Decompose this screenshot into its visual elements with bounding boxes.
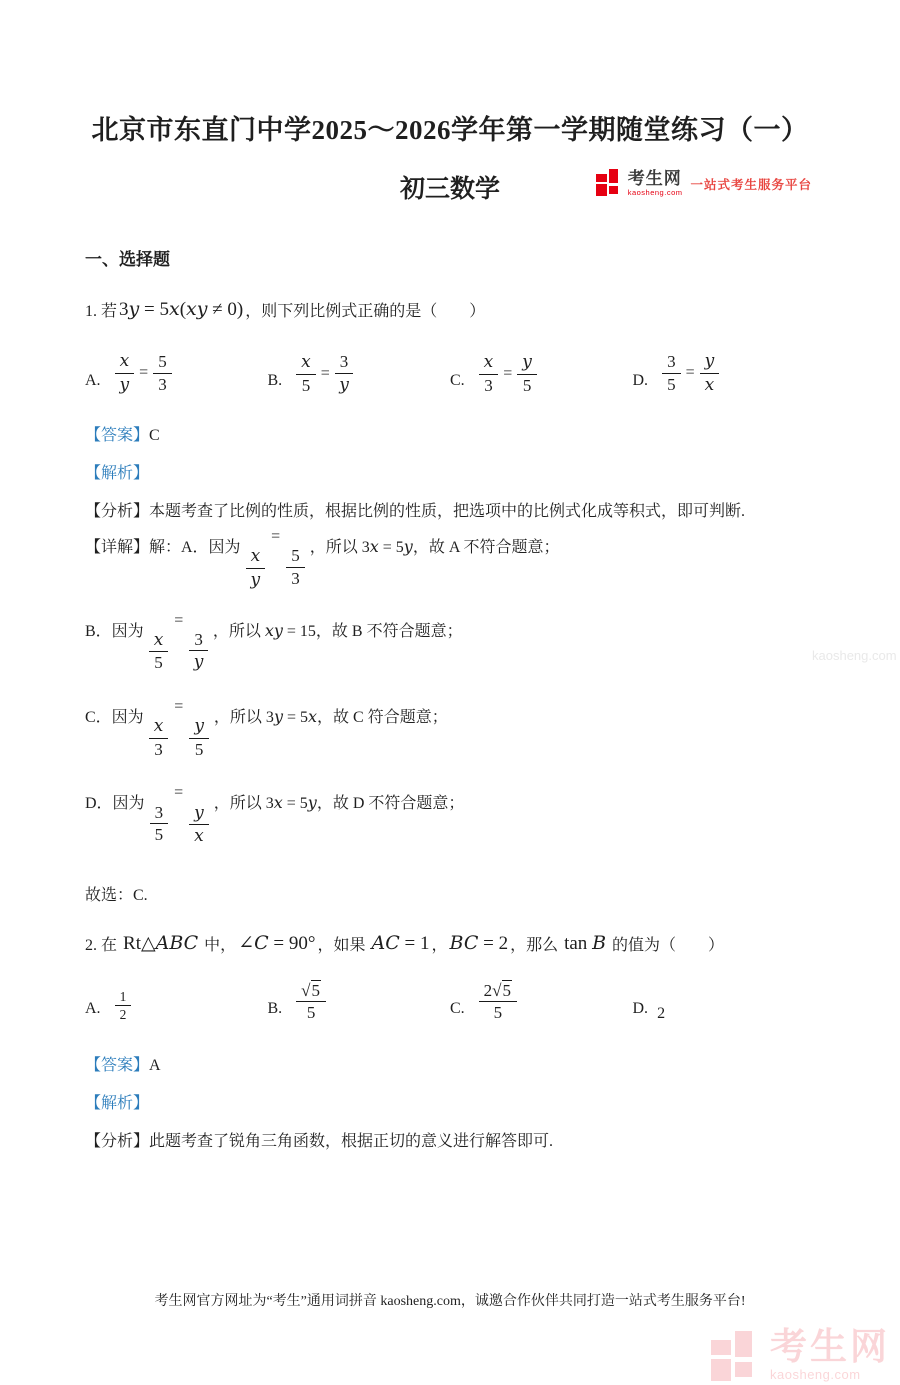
kaosheng-logo-icon [711, 1331, 761, 1381]
option-formula [657, 351, 724, 395]
q1-detail-line-a [85, 528, 815, 590]
q1-explain-tag [85, 463, 815, 485]
q1-detail-line-d [85, 784, 815, 847]
explain-tag: 【解析】 [85, 465, 150, 483]
q1-option-c [450, 351, 633, 395]
fraction: $\frac{y}{5}$ [189, 716, 209, 759]
text-run: 1. 若 [85, 303, 118, 320]
fraction: $\frac{2√5}{5}$ [479, 981, 517, 1023]
option-formula [657, 1005, 665, 1023]
text-run: = [271, 528, 281, 546]
option-label: A. [85, 372, 101, 390]
fraction: $\frac{3}{y}$ [189, 630, 208, 673]
fraction: $\frac{3}{5}$ [150, 803, 169, 845]
text-run: D．因为 [85, 795, 145, 813]
question-2-stem [85, 931, 815, 959]
answer-value: A [149, 1056, 161, 1074]
section-heading: 一、选择题 [85, 250, 170, 269]
option-label: C. [450, 372, 465, 390]
text-run: 2. 在 [85, 936, 122, 954]
q1-option-d [633, 351, 816, 395]
question-2-options [85, 981, 815, 1023]
option-formula [110, 351, 177, 395]
text-run: = [174, 784, 184, 802]
fraction: $\frac{x}{3}$ [479, 352, 499, 395]
option-formula [474, 981, 522, 1023]
fraction: $\frac{x}{5}$ [296, 352, 316, 395]
explain-tag: 【解析】 [85, 1094, 150, 1112]
fraction: $\frac{y}{x}$ [189, 803, 209, 847]
answer-tag: 【答案】 [85, 427, 150, 445]
q1-option-a [85, 351, 268, 395]
logo-name: 考生网 [770, 1326, 890, 1367]
fraction: $\frac{3}{y}$ [335, 352, 354, 395]
q2-analysis-line: 【分析】此题考查了锐角三角函数，根据正切的意义进行解答即可. [85, 1132, 554, 1150]
answer-value: C [149, 427, 160, 445]
text-run: ，则下列比例式正确的是（ ） [245, 303, 486, 320]
option-label: B. [267, 372, 283, 390]
fraction: $\frac{3}{5}$ [662, 352, 681, 394]
text-run: 的值为（ ） [608, 936, 725, 954]
q2-option-b [268, 981, 451, 1023]
q2-answer-line [85, 1055, 815, 1077]
text-run: ，如果 [317, 936, 370, 954]
math-expression: BC = 2 [449, 931, 509, 954]
text-run: ，那么 [510, 936, 563, 954]
fraction: $\frac{√5}{5}$ [296, 981, 326, 1023]
text-run: = [685, 364, 695, 382]
q1-detail-line-b [85, 611, 815, 673]
q1-option-b [268, 351, 451, 395]
math-expression: 3y = 5x(xy ≠ 0) [119, 298, 244, 320]
kaosheng-logo-icon [596, 169, 623, 196]
fraction: $\frac{1}{2}$ [115, 989, 132, 1023]
option-formula [291, 352, 358, 395]
math-expression: ∠C = 90° [238, 931, 316, 954]
math-expression: AC = 1 [371, 931, 430, 954]
footer-note: 考生网官方网址为“考生”通用词拼音 kaosheng.com，诚邀合作伙伴共同打造一站式考生服务平台! [154, 1294, 746, 1309]
option-label: D. [632, 999, 649, 1017]
text-run: 2 [657, 1004, 666, 1022]
text-run: ，所以 3y = 5x，故 C 符合题意； [213, 706, 448, 726]
text-run: = [139, 364, 149, 382]
math-expression: tan B [564, 931, 607, 954]
text-run: = [174, 611, 184, 629]
exam-subtitle: 初三数学 [399, 176, 500, 203]
q2-explain-tag [85, 1093, 815, 1115]
option-label: A. [85, 999, 101, 1017]
q1-analysis-line: 【分析】本题考查了比例的性质，根据比例的性质，把选项中的比例式化成等积式，即可判断. [85, 503, 746, 521]
text-run: ， [431, 936, 448, 954]
fraction: $\frac{y}{5}$ [517, 352, 537, 395]
fraction: $\frac{x}{3}$ [149, 716, 169, 759]
text-run: = [174, 697, 184, 715]
sqrt-radical: √5 [301, 980, 321, 1000]
answer-tag: 【答案】 [85, 1056, 150, 1074]
question-1-stem [85, 297, 815, 325]
text-run: = [503, 364, 513, 382]
q1-conclusion: 故选：C. [85, 886, 148, 904]
q2-option-c [450, 981, 633, 1023]
option-formula [291, 981, 331, 1023]
fraction: $\frac{x}{5}$ [149, 630, 169, 673]
text-run: B．因为 [85, 622, 144, 640]
q2-option-d [633, 981, 816, 1023]
math-expression: Rt△ABC [123, 931, 199, 954]
option-formula [110, 989, 137, 1023]
fraction: $\frac{x}{y}$ [115, 351, 135, 395]
logo-domain: kaosheng.com [627, 187, 683, 197]
option-formula [474, 352, 542, 395]
logo-domain: kaosheng.com [770, 1367, 861, 1382]
text-run: ，所以 3x = 5y，故 A 不符合题意； [309, 537, 560, 557]
logo-text [628, 170, 683, 197]
faint-watermark-text: kaosheng.com [812, 648, 897, 663]
exam-title: 北京市东直门中学2025～2026学年第一学期随堂练习（一） [91, 115, 809, 145]
fraction: $\frac{5}{3}$ [286, 546, 305, 588]
text-run: 中， [200, 936, 237, 954]
logo-name: 考生网 [627, 168, 682, 188]
option-label: C. [450, 999, 465, 1017]
kaosheng-logo-watermark [711, 1328, 890, 1381]
text-run: = [320, 364, 330, 382]
option-label: B. [267, 999, 283, 1017]
fraction: $\frac{y}{x}$ [700, 351, 720, 395]
option-label: D. [632, 372, 649, 390]
text-run: ，所以 3x = 5y，故 D 不符合题意； [213, 793, 465, 813]
text-run: ，所以 xy = 15，故 B 不符合题意； [212, 620, 463, 640]
fraction: $\frac{x}{y}$ [246, 546, 266, 590]
logo-text [770, 1328, 890, 1381]
sqrt-radical: √5 [492, 980, 512, 1000]
q1-detail-line-c [85, 697, 815, 759]
q2-option-a [85, 981, 268, 1023]
kaosheng-logo [596, 169, 812, 196]
logo-tagline: 一站式考生服务平台 [690, 178, 812, 192]
text-run: 【详解】解：A．因为 [85, 539, 241, 557]
question-1-options [85, 351, 815, 395]
fraction: $\frac{5}{3}$ [153, 352, 172, 394]
text-run: C．因为 [85, 708, 144, 726]
q1-answer-line [85, 425, 815, 447]
